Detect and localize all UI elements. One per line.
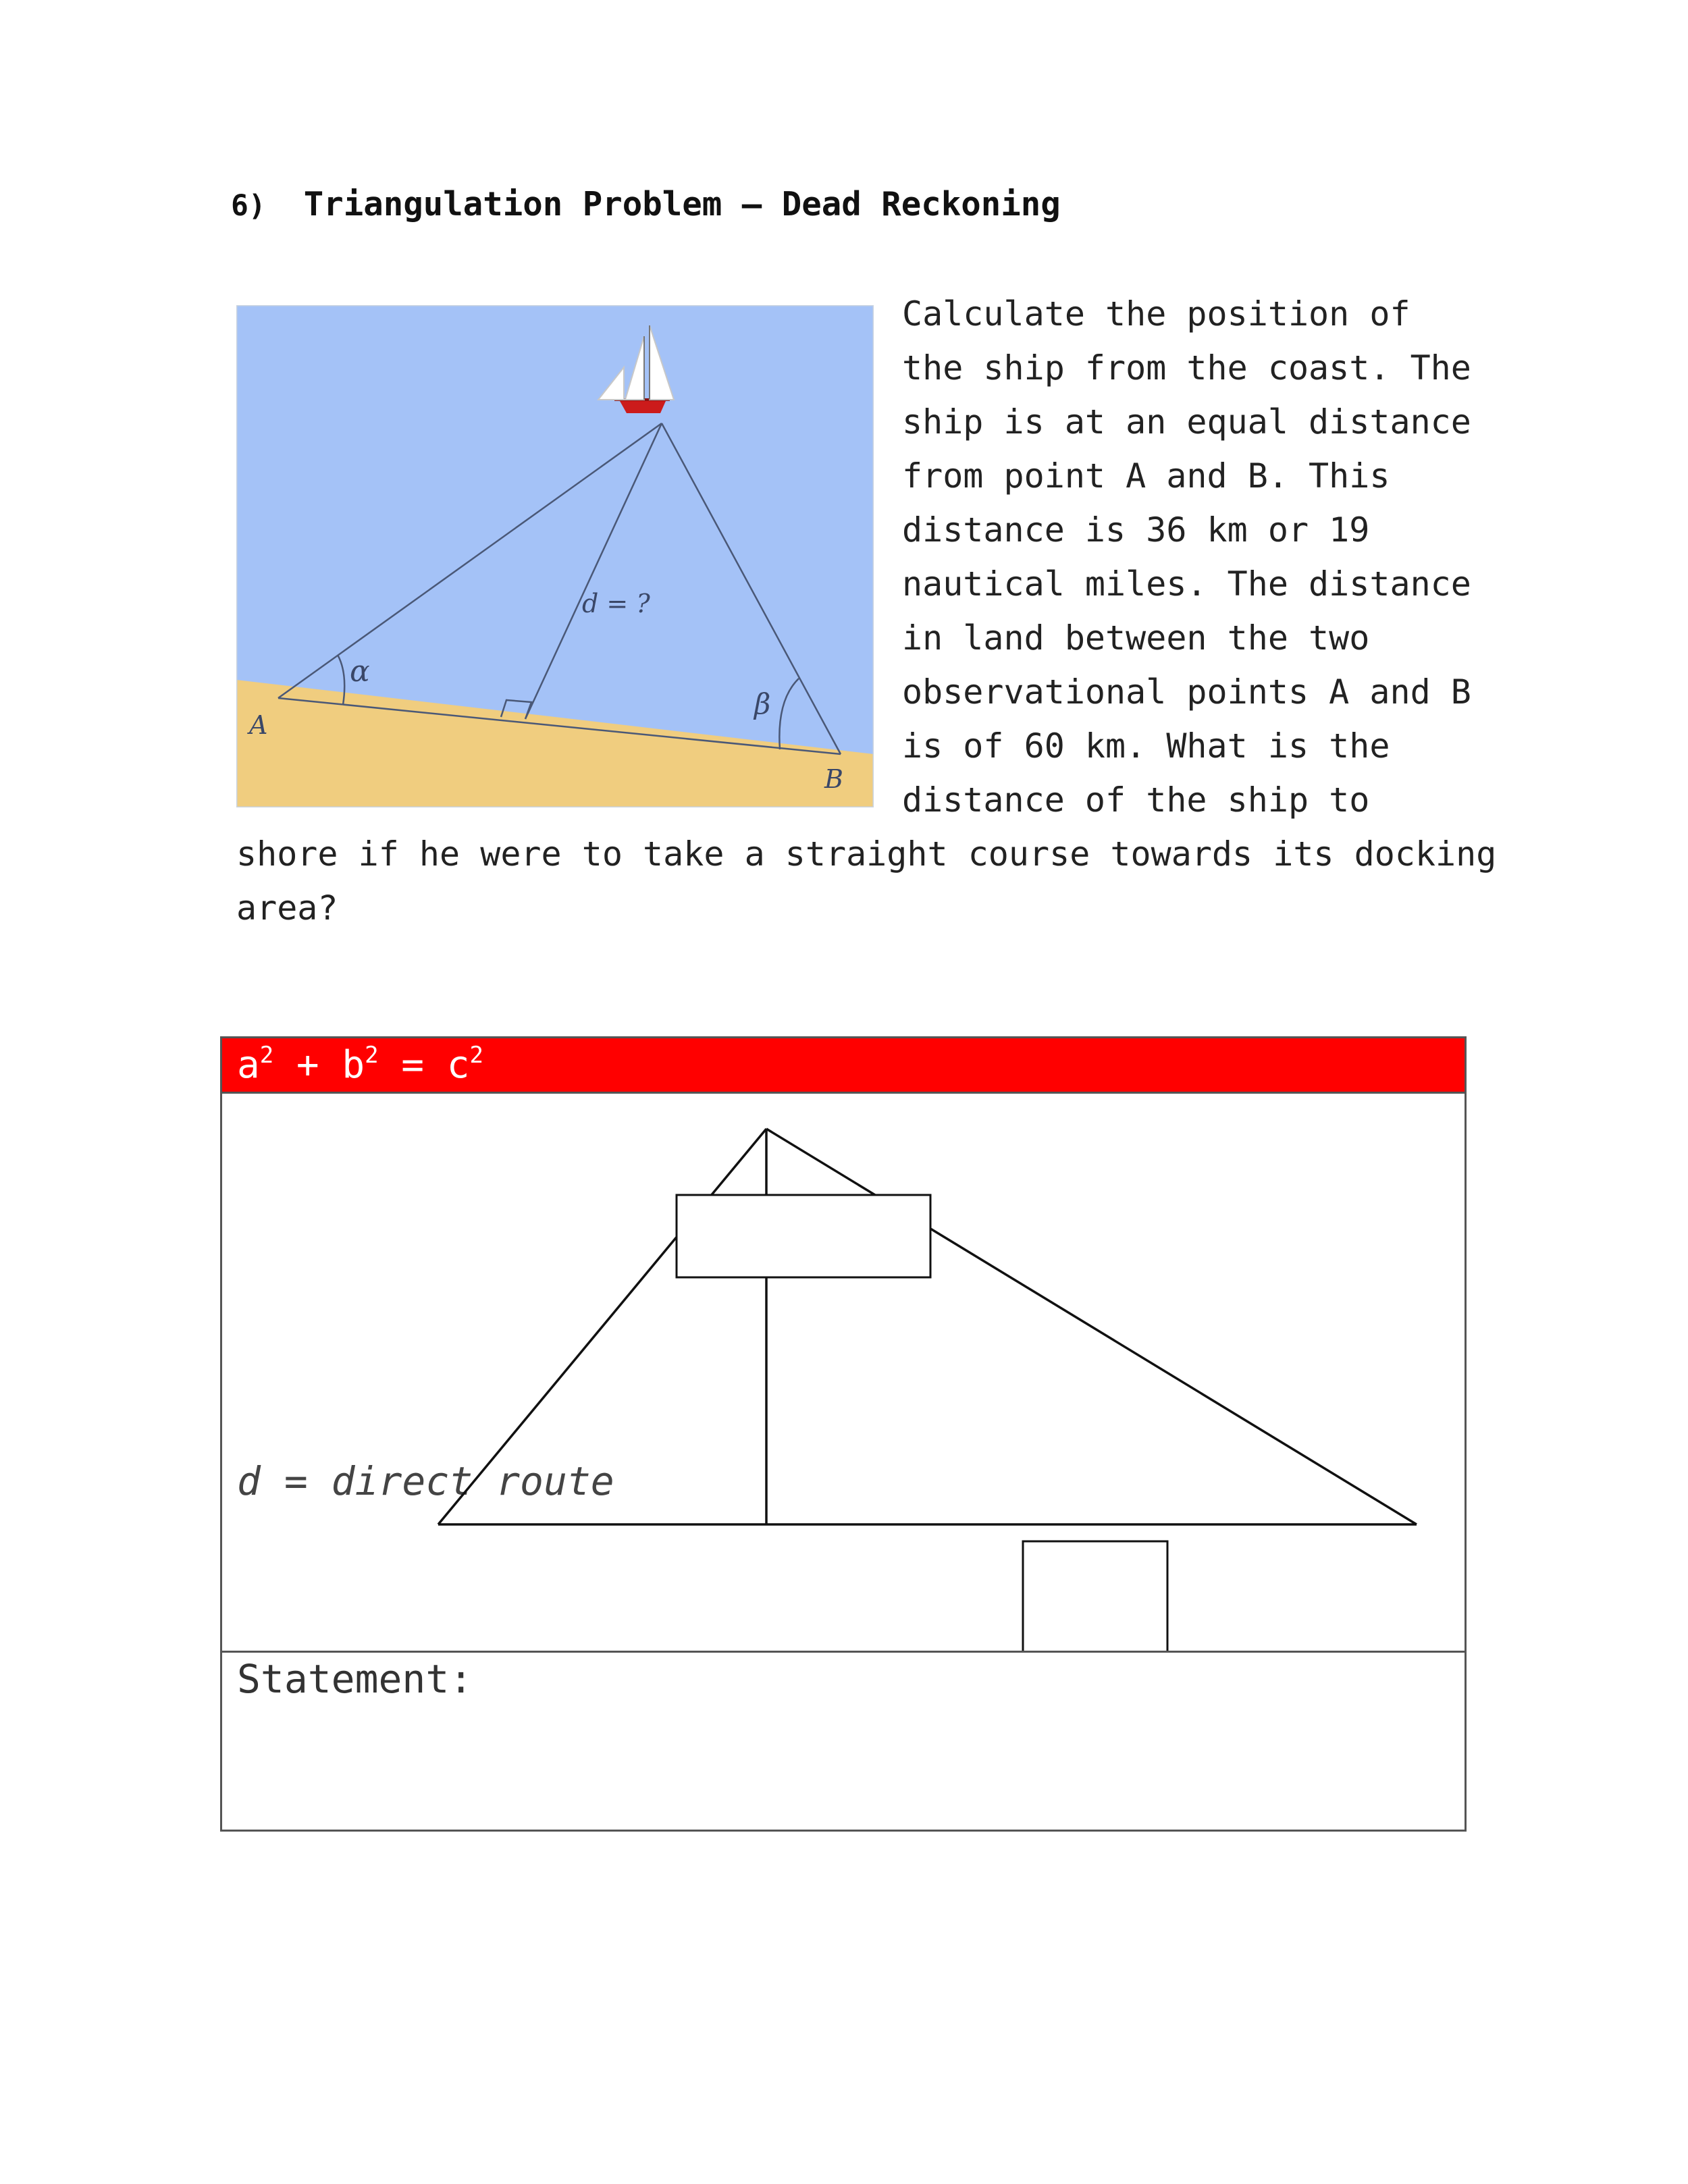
text-line: in land between the two	[902, 618, 1370, 658]
text-line: the ship from the coast. The	[902, 348, 1471, 388]
text-line: distance of the ship to	[902, 780, 1370, 820]
formula-b: b	[342, 1043, 365, 1087]
formula-b-exponent: 2	[365, 1042, 379, 1069]
formula-plus: +	[296, 1043, 319, 1087]
problem-text-right	[902, 287, 1496, 827]
text-line: Calculate the position of	[902, 294, 1410, 334]
answer-box-base[interactable]	[1023, 1541, 1167, 1651]
text-line: ship is at an equal distance	[902, 402, 1471, 442]
text-line: nautical miles. The distance	[902, 564, 1471, 604]
formula-c: c	[446, 1043, 470, 1087]
beta-label: β	[754, 687, 771, 720]
text-line: area?	[236, 888, 338, 928]
answer-box-hypotenuse[interactable]	[677, 1195, 930, 1277]
triangle-left-side	[438, 1129, 766, 1524]
d-direct-route-label: d = direct route	[237, 1458, 614, 1504]
point-a-label: A	[249, 710, 268, 740]
formula-a: a	[237, 1043, 260, 1087]
text-line: shore if he were to take a straight course towards its docking	[236, 834, 1497, 874]
triangulation-illustration	[236, 305, 874, 807]
d-question-label: d = ?	[582, 589, 650, 618]
formula-a-exponent: 2	[259, 1042, 274, 1069]
worksheet-triangle-diagram	[222, 1094, 1465, 1651]
text-line: from point A and B. This	[902, 456, 1390, 496]
point-b-label: B	[824, 764, 843, 794]
text-line: distance is 36 km or 19	[902, 510, 1370, 550]
problem-title	[231, 181, 1061, 228]
triangle-right-side	[766, 1129, 1417, 1524]
formula-header	[222, 1038, 1465, 1094]
problem-number: 6)	[231, 189, 266, 223]
problem-text-bottom	[236, 827, 1496, 935]
diagram-cell	[222, 1094, 1465, 1653]
alpha-label: α	[350, 654, 370, 689]
text-line: observational points A and B	[902, 672, 1471, 712]
worksheet-table	[220, 1036, 1467, 1832]
text-line: is of 60 km. What is the	[902, 726, 1390, 766]
statement-label: Statement:	[237, 1656, 473, 1702]
formula-equals: =	[401, 1043, 424, 1087]
formula-c-exponent: 2	[469, 1042, 483, 1069]
problem-title-text: Triangulation Problem – Dead Reckoning	[303, 185, 1061, 223]
